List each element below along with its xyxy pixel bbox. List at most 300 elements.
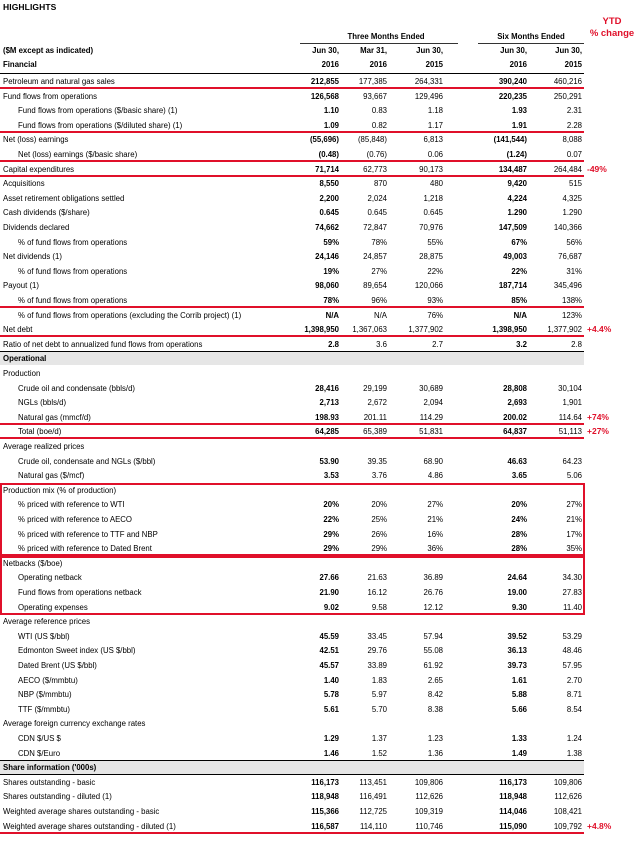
value-cell: 33.45: [367, 631, 387, 641]
row-label: CDN $/US $: [18, 734, 61, 743]
value-cell: 78%: [371, 237, 387, 247]
value-cell: 1.29: [323, 734, 339, 743]
ytd-change-note: +4.4%: [587, 324, 612, 335]
value-cell: 1.290: [562, 208, 582, 218]
value-cell: 116,173: [311, 777, 339, 787]
value-cell: 1,377,902: [408, 325, 443, 335]
value-cell: 118,948: [311, 792, 339, 802]
units-label: ($M except as indicated): [3, 46, 94, 55]
row-label: Crude oil and condensate (bbls/d): [18, 383, 136, 393]
three-months-underline: [300, 43, 458, 44]
value-cell: 24,146: [315, 252, 339, 262]
table-row: [0, 206, 584, 219]
value-cell: 116,491: [359, 792, 387, 802]
value-cell: 96%: [371, 296, 387, 305]
value-cell: 460,216: [553, 77, 582, 86]
ytd-change-note: -49%: [587, 163, 607, 174]
row-label: Natural gas (mmcf/d): [18, 412, 91, 422]
value-cell: 115,366: [311, 807, 339, 816]
row-label: Fund flows from operations ($/basic share) (1): [18, 106, 178, 116]
row-label: % priced with reference to AECO: [18, 515, 132, 524]
row-label: Netbacks ($/boe): [3, 558, 63, 568]
production-mix-highlight-box: [0, 483, 585, 556]
column-date-header: Mar 31,: [360, 46, 387, 55]
three-months-ended-header: Three Months Ended: [347, 32, 425, 41]
value-cell: 1.33: [511, 734, 527, 743]
row-label: Asset retirement obligations settled: [3, 193, 125, 203]
row-label: Capital expenditures: [3, 164, 75, 174]
red-highlight-underline: [0, 175, 584, 177]
value-cell: 5.78: [323, 690, 339, 700]
row-label: Net (loss) earnings: [3, 135, 69, 145]
value-cell: 24%: [511, 515, 527, 524]
value-cell: 177,385: [358, 77, 387, 86]
red-highlight-underline: [0, 832, 584, 834]
table-row: [0, 192, 584, 205]
value-cell: 12.12: [423, 602, 443, 612]
value-cell: 27.66: [319, 573, 339, 583]
value-cell: 200.02: [503, 412, 527, 422]
table-row: [0, 644, 584, 657]
ytd-percent-change-label: % change: [589, 28, 635, 39]
value-cell: 212,855: [310, 77, 339, 86]
table-row: [0, 396, 584, 409]
value-cell: 3.53: [323, 471, 339, 481]
six-months-ended-header: Six Months Ended: [497, 32, 565, 41]
value-cell: 187,714: [498, 281, 527, 291]
table-row: [0, 790, 584, 803]
value-cell: 0.82: [371, 120, 387, 130]
value-cell: 26%: [371, 529, 387, 539]
value-cell: 1.93: [511, 106, 527, 116]
value-cell: 55%: [427, 237, 443, 247]
value-cell: 16%: [427, 529, 443, 539]
value-cell: 29,199: [363, 383, 387, 393]
value-cell: 1.09: [323, 120, 339, 130]
value-cell: 1.38: [566, 748, 582, 758]
ytd-change-note: +4.8%: [587, 820, 612, 831]
value-cell: 9.02: [323, 602, 339, 612]
value-cell: 28,416: [315, 383, 339, 393]
table-row: [0, 717, 584, 730]
value-cell: 1,218: [423, 193, 443, 203]
value-cell: 31%: [566, 266, 582, 276]
value-cell: 16.12: [367, 588, 387, 597]
value-cell: 34.30: [562, 573, 582, 583]
value-cell: 8.71: [566, 690, 582, 700]
value-cell: 8,088: [562, 135, 582, 145]
column-year-header: 2016: [369, 60, 387, 69]
value-cell: N/A: [374, 310, 387, 320]
value-cell: 45.59: [319, 631, 339, 641]
value-cell: 89,654: [363, 281, 387, 291]
value-cell: 29%: [323, 529, 339, 539]
value-cell: 220,235: [498, 91, 527, 101]
value-cell: 120,066: [414, 281, 443, 291]
value-cell: 109,319: [414, 807, 443, 816]
value-cell: 30,689: [419, 383, 443, 393]
value-cell: 21%: [566, 515, 582, 524]
row-label: Dated Brent (US $/bbl): [18, 661, 97, 670]
value-cell: 49,003: [503, 252, 527, 262]
value-cell: 113,451: [359, 777, 387, 787]
value-cell: 1.46: [323, 748, 339, 758]
column-year-header: 2016: [321, 60, 339, 69]
table-row: [0, 776, 584, 789]
value-cell: 33.89: [367, 661, 387, 670]
value-cell: 9.58: [371, 602, 387, 612]
value-cell: 2,024: [367, 193, 387, 203]
value-cell: 19%: [323, 266, 339, 276]
value-cell: 2.8: [328, 339, 339, 349]
row-label: Crude oil, condensate and NGLs ($/bbl): [18, 456, 156, 466]
column-date-header: Jun 30,: [555, 46, 582, 55]
row-label: % priced with reference to TTF and NBP: [18, 529, 158, 539]
value-cell: 67%: [511, 237, 527, 247]
red-highlight-underline: [0, 423, 584, 425]
row-label: % of fund flows from operations: [18, 296, 128, 305]
value-cell: 345,496: [553, 281, 582, 291]
row-label: Production mix (% of production): [3, 485, 117, 495]
value-cell: 5.06: [566, 471, 582, 481]
value-cell: 9,420: [507, 179, 527, 189]
value-cell: 198.93: [315, 412, 339, 422]
value-cell: 5.97: [371, 690, 387, 700]
value-cell: 114,110: [359, 821, 387, 831]
value-cell: 1.17: [427, 120, 443, 130]
value-cell: 5.61: [323, 704, 339, 714]
row-label: Shares outstanding - basic: [3, 777, 96, 787]
value-cell: 0.07: [566, 150, 582, 159]
column-year-header: 2015: [564, 60, 582, 69]
value-cell: 53.29: [562, 631, 582, 641]
netbacks-highlight-box: [0, 556, 585, 615]
ytd-change-header: [585, 16, 639, 40]
value-cell: 36.13: [507, 646, 527, 656]
row-label: Payout (1): [3, 281, 39, 291]
value-cell: 35%: [566, 544, 582, 554]
value-cell: 20%: [511, 500, 527, 510]
column-date-header: Jun 30,: [312, 46, 339, 55]
value-cell: 29%: [371, 544, 387, 554]
value-cell: 39.73: [507, 661, 527, 670]
value-cell: 2,200: [319, 193, 339, 203]
value-cell: 57.94: [423, 631, 443, 641]
value-cell: 25%: [371, 515, 387, 524]
table-row: [0, 265, 584, 278]
value-cell: 22%: [511, 266, 527, 276]
column-date-header: Jun 30,: [500, 46, 527, 55]
red-highlight-underline: [0, 437, 584, 439]
row-label: Net (loss) earnings ($/basic share): [18, 150, 138, 159]
value-cell: 28,875: [419, 252, 443, 262]
financial-section-label: Financial: [3, 60, 37, 69]
value-cell: 2.8: [571, 339, 582, 349]
value-cell: 0.645: [423, 208, 443, 218]
table-row: [0, 659, 584, 672]
table-row: [0, 747, 584, 760]
table-row: [0, 104, 584, 117]
value-cell: 1.91: [511, 120, 527, 130]
value-cell: 39.35: [367, 456, 387, 466]
value-cell: 2.31: [566, 106, 582, 116]
column-year-header: 2016: [509, 60, 527, 69]
value-cell: 108,421: [553, 807, 582, 816]
value-cell: 53.90: [319, 456, 339, 466]
value-cell: 28%: [511, 544, 527, 554]
row-label: % of fund flows from operations (excluding the Corrib project) (1): [18, 310, 242, 320]
value-cell: 1.24: [566, 734, 582, 743]
value-cell: 90,173: [419, 164, 443, 174]
value-cell: 116,587: [311, 821, 339, 831]
value-cell: 2,672: [367, 398, 387, 408]
value-cell: 1,901: [562, 398, 582, 408]
value-cell: 68.90: [423, 456, 443, 466]
value-cell: 26.76: [423, 588, 443, 597]
value-cell: 21.63: [367, 573, 387, 583]
row-label: Share information ('000s): [3, 763, 97, 773]
row-label: CDN $/Euro: [18, 748, 61, 758]
value-cell: 4,325: [562, 193, 582, 203]
value-cell: 3.2: [516, 339, 527, 349]
value-cell: (55,696): [309, 135, 339, 145]
value-cell: 51,831: [419, 427, 443, 437]
value-cell: (85,848): [357, 135, 387, 145]
value-cell: 22%: [427, 266, 443, 276]
value-cell: 5.88: [511, 690, 527, 700]
value-cell: 480: [429, 179, 443, 189]
value-cell: 21%: [427, 515, 443, 524]
value-cell: 0.06: [427, 150, 443, 159]
table-row: [0, 469, 584, 482]
value-cell: 1.40: [323, 675, 339, 685]
value-cell: 27.83: [562, 588, 582, 597]
value-cell: 1.49: [511, 748, 527, 758]
value-cell: 109,792: [553, 821, 582, 831]
value-cell: 20%: [371, 500, 387, 510]
value-cell: 4.86: [427, 471, 443, 481]
value-cell: 118,948: [499, 792, 527, 802]
value-cell: (0.48): [318, 150, 339, 159]
value-cell: 28%: [511, 529, 527, 539]
value-cell: 138%: [562, 296, 582, 305]
row-label: Acquisitions: [3, 179, 45, 189]
value-cell: 114.29: [419, 412, 443, 422]
value-cell: 114,046: [499, 807, 527, 816]
value-cell: 8.38: [427, 704, 443, 714]
row-label: NGLs (bbls/d): [18, 398, 67, 408]
value-cell: (141,544): [493, 135, 527, 145]
value-cell: 0.645: [367, 208, 387, 218]
row-label: Average realized prices: [3, 442, 85, 451]
value-cell: 70,976: [419, 223, 443, 232]
value-cell: 126,568: [310, 91, 339, 101]
table-row: [0, 688, 584, 701]
header-bottom-rule: [0, 73, 584, 74]
value-cell: 55.08: [423, 646, 443, 656]
value-cell: 4,224: [507, 193, 527, 203]
row-label: Weighted average shares outstanding - basic: [3, 807, 160, 816]
value-cell: 64,837: [503, 427, 527, 437]
table-row: [0, 133, 584, 146]
value-cell: 19.00: [507, 588, 527, 597]
value-cell: 65,389: [363, 427, 387, 437]
value-cell: 21.90: [319, 588, 339, 597]
value-cell: 72,847: [363, 223, 387, 232]
value-cell: 48.46: [562, 646, 582, 656]
row-label: Operational: [3, 354, 47, 364]
value-cell: 140,366: [553, 223, 582, 232]
value-cell: 112,725: [359, 807, 387, 816]
red-highlight-underline: [0, 87, 584, 89]
row-label: Average reference prices: [3, 617, 90, 627]
value-cell: 28,808: [503, 383, 527, 393]
value-cell: 2.28: [566, 120, 582, 130]
value-cell: 30,104: [558, 383, 582, 393]
section-header-row: [0, 352, 584, 365]
row-label: Edmonton Sweet index (US $/bbl): [18, 646, 136, 656]
section-separator-line: [0, 351, 584, 352]
value-cell: 1.290: [507, 208, 527, 218]
table-row: [0, 805, 584, 818]
table-row: [0, 177, 584, 190]
row-label: Average foreign currency exchange rates: [3, 719, 146, 729]
value-cell: 1,367,063: [352, 325, 387, 335]
value-cell: 5.66: [511, 704, 527, 714]
value-cell: 2.7: [432, 339, 443, 349]
table-row: [0, 615, 584, 628]
red-highlight-underline: [0, 335, 584, 337]
row-label: Dividends declared: [3, 223, 70, 232]
value-cell: 1.61: [511, 675, 527, 685]
value-cell: 264,484: [553, 164, 582, 174]
value-cell: 36.89: [423, 573, 443, 583]
row-label: Net dividends (1): [3, 252, 62, 262]
value-cell: 0.83: [371, 106, 387, 116]
row-label: Production: [3, 369, 41, 378]
value-cell: 2,713: [319, 398, 339, 408]
value-cell: 116,173: [499, 777, 527, 787]
page-title: HIGHLIGHTS: [3, 2, 57, 12]
value-cell: 134,487: [498, 164, 527, 174]
value-cell: 1,377,902: [547, 325, 582, 335]
value-cell: 147,509: [498, 223, 527, 232]
table-row: [0, 338, 584, 351]
value-cell: 8,550: [319, 179, 339, 189]
value-cell: N/A: [513, 310, 527, 320]
value-cell: 109,806: [414, 777, 443, 787]
value-cell: 3.76: [371, 471, 387, 481]
value-cell: 9.30: [511, 602, 527, 612]
ytd-change-note: +74%: [587, 411, 609, 422]
row-label: % of fund flows from operations: [18, 266, 128, 276]
value-cell: 8.42: [427, 690, 443, 700]
table-row: [0, 703, 584, 716]
value-cell: 1,398,950: [492, 325, 527, 335]
row-label: % priced with reference to WTI: [18, 500, 125, 510]
value-cell: 85%: [511, 296, 527, 305]
value-cell: 515: [568, 179, 582, 189]
row-label: Net debt: [3, 325, 33, 335]
value-cell: 61.92: [423, 661, 443, 670]
red-highlight-underline: [0, 131, 584, 133]
value-cell: 27%: [566, 500, 582, 510]
value-cell: 1,398,950: [304, 325, 339, 335]
row-label: Fund flows from operations ($/diluted share) (1): [18, 120, 183, 130]
value-cell: 57.95: [562, 661, 582, 670]
value-cell: 115,090: [499, 821, 527, 831]
value-cell: 3.65: [511, 471, 527, 481]
column-date-header: Jun 30,: [416, 46, 443, 55]
row-label: % priced with reference to Dated Brent: [18, 544, 152, 554]
value-cell: 51,113: [558, 427, 582, 437]
row-label: TTF ($/mmbtu): [18, 704, 70, 714]
row-label: Operating netback: [18, 573, 82, 583]
table-row: [0, 455, 584, 468]
value-cell: 112,626: [415, 792, 443, 802]
value-cell: 56%: [566, 237, 582, 247]
section-separator-line: [0, 774, 584, 775]
value-cell: 1.36: [427, 748, 443, 758]
value-cell: 112,626: [554, 792, 582, 802]
table-row: [0, 279, 584, 292]
value-cell: 1.83: [371, 675, 387, 685]
ytd-label: YTD: [602, 16, 622, 27]
table-row: [0, 250, 584, 263]
value-cell: 11.40: [563, 602, 582, 612]
red-highlight-underline: [0, 160, 584, 162]
row-label: Total (boe/d): [18, 427, 62, 437]
value-cell: 1.52: [371, 748, 387, 758]
red-highlight-underline: [0, 306, 584, 308]
table-row: [0, 630, 584, 643]
value-cell: 0.645: [319, 208, 339, 218]
value-cell: 2.65: [427, 675, 443, 685]
value-cell: 24,857: [363, 252, 387, 262]
table-row: [0, 674, 584, 687]
value-cell: 29.76: [367, 646, 387, 656]
value-cell: 62,773: [363, 164, 387, 174]
value-cell: 2,094: [423, 398, 443, 408]
six-months-underline: [478, 43, 584, 44]
value-cell: 45.57: [319, 661, 339, 670]
ytd-change-note: +27%: [587, 426, 609, 437]
value-cell: 93%: [427, 296, 443, 305]
row-label: Fund flows from operations: [3, 91, 98, 101]
value-cell: 1.18: [427, 106, 443, 116]
value-cell: 59%: [323, 237, 339, 247]
value-cell: 6,813: [423, 135, 443, 145]
table-row: [0, 236, 584, 249]
value-cell: 78%: [323, 296, 339, 305]
value-cell: 1.10: [323, 106, 339, 116]
value-cell: 264,331: [414, 77, 443, 86]
value-cell: 114.64: [558, 412, 582, 422]
value-cell: 27%: [427, 500, 443, 510]
value-cell: 20%: [323, 500, 339, 510]
row-label: AECO ($/mmbtu): [18, 675, 78, 685]
value-cell: 2.70: [566, 675, 582, 685]
table-row: [0, 382, 584, 395]
value-cell: 36%: [427, 544, 443, 554]
row-label: WTI (US $/bbl): [18, 631, 70, 641]
value-cell: 29%: [323, 544, 339, 554]
value-cell: 2,693: [507, 398, 527, 408]
row-label: NBP ($/mmbtu): [18, 690, 72, 700]
value-cell: 870: [373, 179, 387, 189]
value-cell: 76,687: [558, 252, 582, 262]
row-label: Petroleum and natural gas sales: [3, 77, 115, 86]
